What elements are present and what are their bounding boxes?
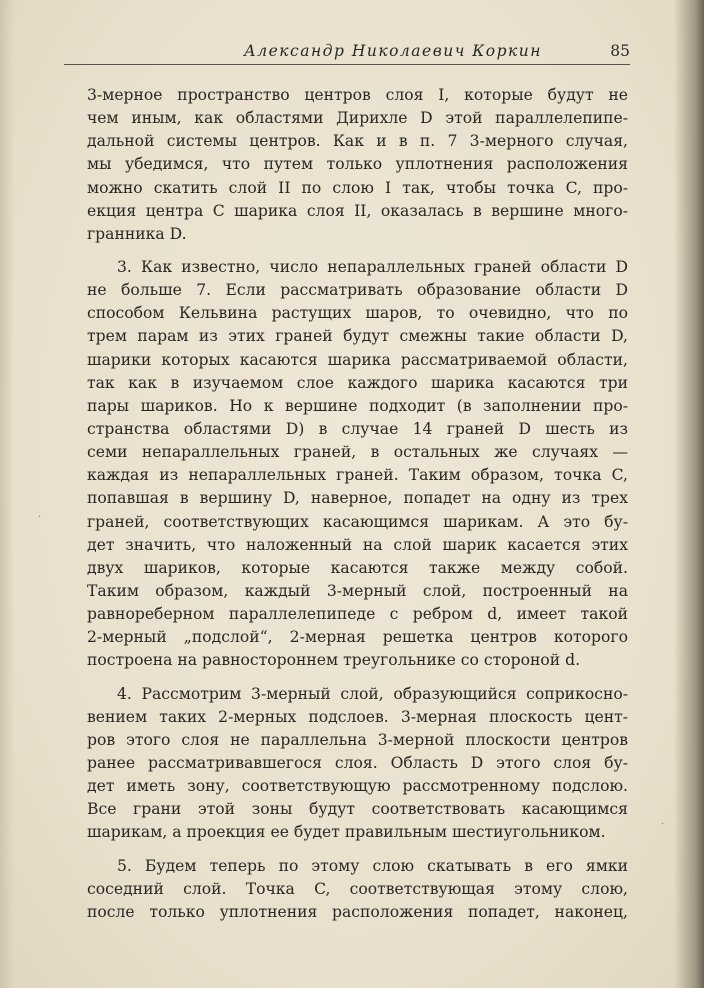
text-line: дет значить, что наложенный на слой шарик касается этих: [87, 535, 628, 554]
text-line: шарики которых касаются шарика рассматриваемой области,: [87, 350, 628, 369]
page-shadow-right: [674, 0, 704, 988]
text-line: странства областями D) в случае 14 граней D шесть из: [87, 419, 628, 438]
text-line: не больше 7. Если рассматривать образование области D: [87, 281, 628, 300]
text-line: каждая из непараллельных граней. Таким образом, точка C,: [87, 466, 628, 485]
text-line: после только уплотнения расположения попадет, наконец,: [87, 902, 628, 921]
text-line: Таким образом, каждый 3-мерный слой, построенный на: [87, 581, 628, 600]
text-line: дальной системы центров. Как и в п. 7 3-мерного случая,: [87, 132, 628, 151]
page-shadow-left: [0, 0, 14, 988]
text-line: трем парам из этих граней будут смежны такие области D,: [87, 327, 628, 346]
text-line: ранее рассматривавшегося слоя. Область D этого слоя бу-: [87, 753, 628, 772]
text-line: двух шариков, которые касаются также между собой.: [87, 558, 628, 577]
stray-mark: ·: [661, 819, 665, 830]
text-line: граней, соответствующих касающимся шарикам. А это бу-: [87, 512, 628, 531]
text-line: дет иметь зону, соответствующую рассмотренному подслою.: [87, 777, 628, 796]
text-line: 4. Рассмотрим 3-мерный слой, образующийся соприкосно-: [117, 684, 628, 703]
text-line: вением таких 2-мерных подслоев. 3-мерная плоскость цент-: [87, 707, 628, 726]
paragraph: [87, 256, 628, 673]
text-line: пары шариков. Но к вершине подходит (в заполнении про-: [87, 396, 628, 415]
text-line: Все грани этой зоны будут соответствовать касающимся: [87, 800, 628, 819]
text-line: 3. Как известно, число непараллельных граней области D: [117, 257, 628, 276]
text-line: мы убедимся, что путем только уплотнения расположения: [87, 155, 628, 174]
paragraph: [87, 683, 628, 845]
paragraph: [87, 84, 628, 246]
text-line: построена на равностороннем треугольнике со стороной d.: [87, 651, 581, 670]
text-line: 5. Будем теперь по этому слою скатывать в его ямки: [117, 856, 628, 875]
text-line: способом Кельвина растущих шаров, то очевидно, что по: [87, 304, 628, 323]
text-line: екция центра C шарика слоя II, оказалась в вершине много-: [87, 201, 628, 220]
text-line: ров этого слоя не параллельна 3-мерной плоскости центров: [87, 730, 628, 749]
header-rule: [64, 64, 630, 65]
text-line: шарикам, а проекция ее будет правильным шестиугольником.: [87, 823, 606, 842]
text-line: чем иным, как областями Дирихле D этой параллелепипе-: [87, 109, 628, 128]
text-line: равнореберном параллелепипеде с ребром d, имеет такой: [87, 605, 628, 624]
page-number: 85: [610, 42, 630, 60]
text-line: гранника D.: [87, 224, 187, 243]
text-line: так как в изучаемом слое каждого шарика касаются три: [87, 373, 628, 392]
text-line: соседний слой. Точка C, соответствующая этому слою,: [87, 879, 628, 898]
stray-mark: ·: [38, 512, 42, 523]
text-line: 2-мерный „подслой“, 2-мерная решетка центров которого: [87, 628, 628, 647]
text-line: попавшая в вершину D, наверное, попадет на одну из трех: [87, 489, 628, 508]
page-header: [64, 38, 630, 68]
text-line: 3-мерное пространство центров слоя I, которые будут не: [87, 86, 628, 104]
running-title: Александр Николаевич Коркин: [244, 42, 542, 60]
text-line: можно скатить слой II по слою I так, чтобы точка C, про-: [87, 178, 628, 197]
body-text: [87, 84, 628, 924]
paragraph: [87, 855, 628, 924]
text-line: семи непараллельных граней, в остальных же случаях —: [87, 443, 628, 462]
